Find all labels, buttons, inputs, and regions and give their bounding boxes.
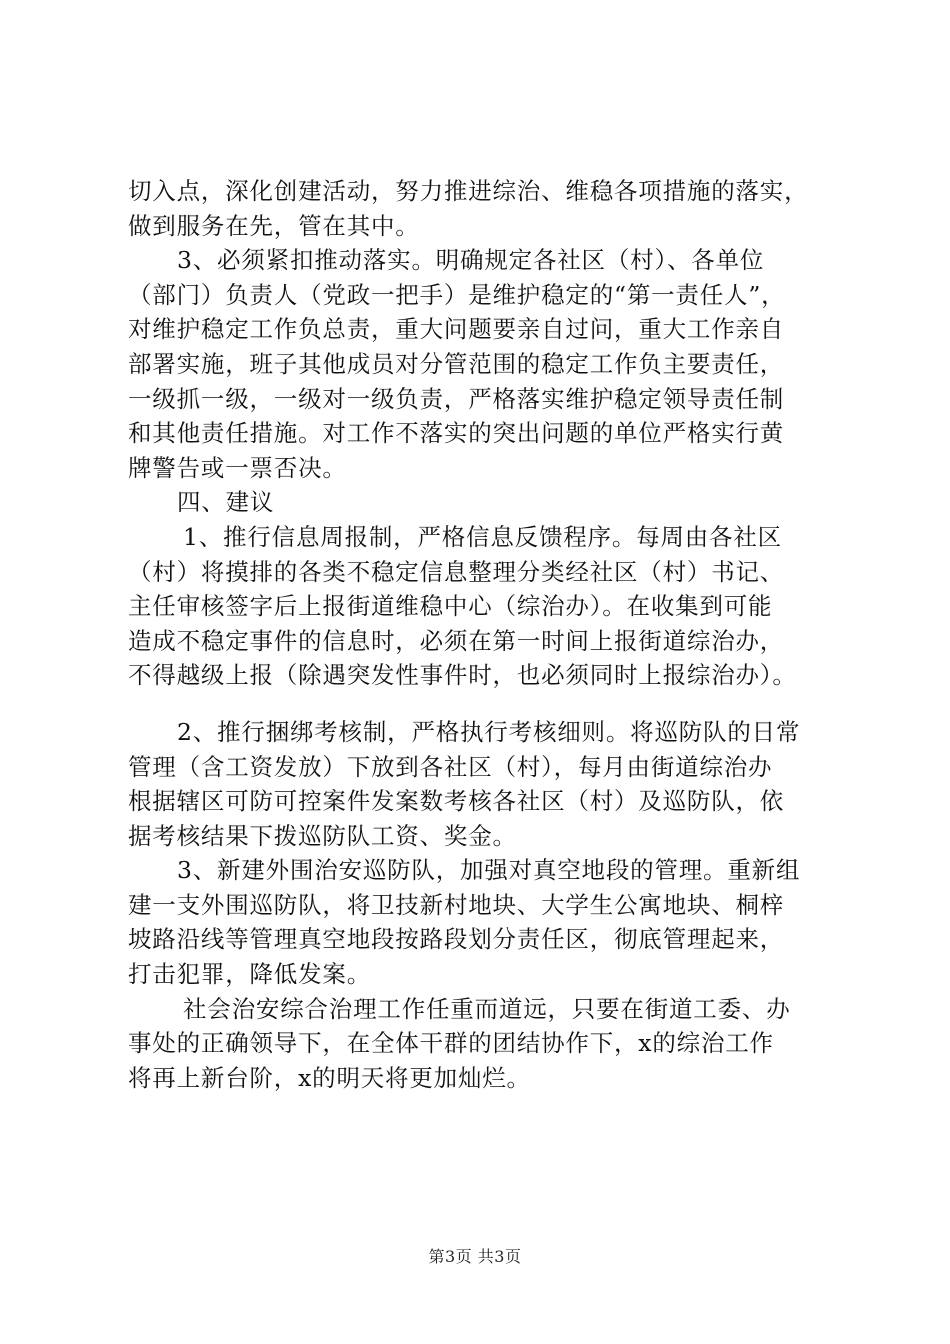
text-line: 一级抓一级，一级对一级负责，严格落实维护稳定领导责任制 (128, 384, 785, 413)
page-number-footer: 第3页 共3页 (428, 1247, 522, 1266)
text-line: 主任审核签字后上报街道维稳中心（综治办）。在收集到可能 (128, 592, 773, 621)
text-line: 不得越级上报（除遇突发性事件时，也必须同时上报综治办）。 (128, 661, 797, 690)
paragraph-start-line: 2、推行捆绑考核制，严格执行考核细则。将巡防队的日常 (177, 717, 801, 746)
text-line: 切入点，深化创建活动，努力推进综治、维稳各项措施的落实， (128, 177, 809, 205)
text-line: 对维护稳定工作负总责，重大问题要亲自过问，重大工作亲自 (128, 315, 785, 344)
text-line: 造成不稳定事件的信息时，必须在第一时间上报街道综治办， (128, 626, 785, 655)
text-line: （村）将摸排的各类不稳定信息整理分类经社区（村）书记、 (128, 557, 785, 586)
text-line: 打击犯罪，降低发案。 (128, 960, 371, 989)
text-line: 建一支外围巡防队，将卫技新村地块、大学生公寓地块、桐梓 (128, 890, 785, 919)
text-line: 部署实施，班子其他成员对分管范围的稳定工作负主要责任， (128, 349, 785, 378)
section-heading: 四、建议 (177, 488, 275, 517)
text-line: 和其他责任措施。对工作不落实的突出问题的单位严格实行黄 (128, 419, 785, 448)
text-line: 坡路沿线等管理真空地段按路段划分责任区，彻底管理起来， (128, 925, 785, 954)
text-line: 管理（含工资发放）下放到各社区（村），每月由街道综治办 (128, 752, 773, 781)
paragraph-gap (128, 693, 868, 715)
document-body (128, 174, 868, 1095)
text-line: 根据辖区可防可控案件发案数考核各社区（村）及巡防队，依 (128, 787, 785, 816)
text-line: 牌警告或一票否决。 (128, 453, 347, 482)
text-line: 做到服务在先，管在其中。 (128, 211, 420, 240)
text-line: （部门）负责人（党政一把手）是维护稳定的“第一责任人”， (128, 280, 786, 309)
paragraph-start-line: 3、新建外围治安巡防队，加强对真空地段的管理。重新组 (177, 856, 801, 885)
paragraph-start-line: 社会治安综合治理工作任重而道远，只要在街道工委、办 (183, 994, 791, 1023)
text-line: 据考核结果下拨巡防队工资、奖金。 (128, 821, 517, 850)
text-line: 事处的正确领导下，在全体干群的团结协作下，x的综治工作 (128, 1029, 774, 1058)
paragraph-start-line: 1、推行信息周报制，严格信息反馈程序。每周由各社区 (183, 522, 782, 551)
paragraph-start-line: 3、必须紧扣推动落实。明确规定各社区（村）、各单位 (177, 246, 765, 275)
text-line: 将再上新台阶，x的明天将更加灿烂。 (128, 1063, 531, 1092)
